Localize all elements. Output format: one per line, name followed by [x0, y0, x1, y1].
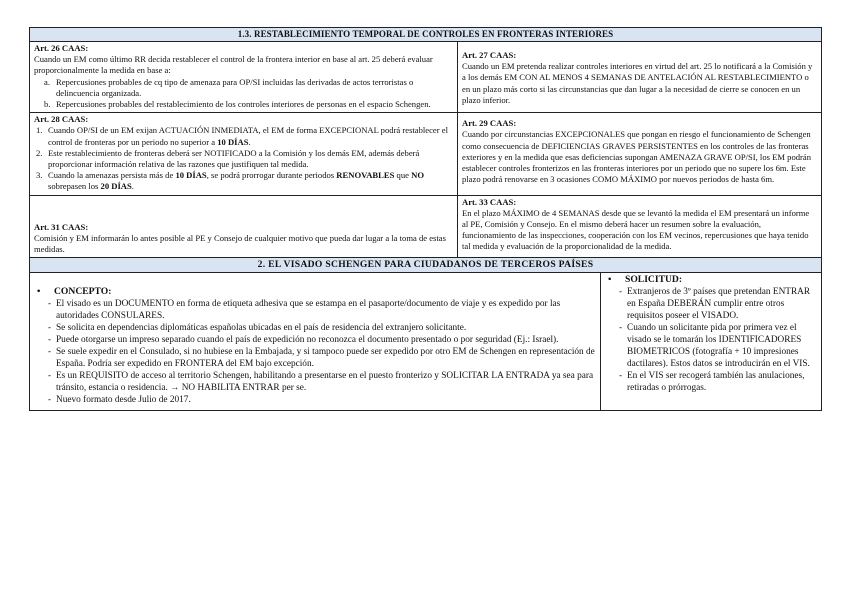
visado-table — [29, 257, 822, 411]
art31-cell — [30, 195, 458, 258]
art27-cell — [458, 42, 822, 113]
list-item: - En el VIS ser recogerá también las anulaciones, retiradas o prórrogas. — [619, 371, 805, 394]
concepto-list — [34, 298, 596, 406]
art28-heading: Art. 28 CAAS: — [34, 114, 89, 125]
solicitud-heading: • SOLICITUD: — [608, 274, 683, 286]
art29-text: Cuando por circunstancias EXCEPCIONALES que pongan en riesgo el funcionamiento de Schengen como consecuencia de DEFICIENCIAS GRAVES PERSISTENTES en los controles de las fronteras exteriores y en la medida que esas deficiencias supongan AMENAZA GRAVE OP/SI, los EM podrán establecer controles fronterizos en las fronteras interiores por un periodo que no supere los 6m. Este plazo podrá renovarse en 3 ocasiones COMO MÁXIMO por nuevos periodos de hasta 6m. — [462, 129, 812, 185]
art29-cell — [458, 113, 822, 195]
section-1-title: 1.3. RESTABLECIMIENTO TEMPORAL DE CONTROLES EN FRONTERAS INTERIORES — [30, 28, 822, 42]
list-item: b. Repercusiones probables del restablecimiento de los controles interiores de personas en el espacio Schengen. — [44, 99, 431, 110]
art33-heading: Art. 33 CAAS: — [462, 196, 517, 207]
solicitud-list — [605, 286, 817, 394]
art26-list — [34, 77, 453, 111]
solicitud-cell — [601, 273, 822, 411]
art27-heading: Art. 27 CAAS: — [462, 50, 517, 60]
list-item: 3. Cuando la amenazas persista más de 10 DÍAS, se podrá prorrogar durante periodos RENOVABLES que NO sobrepasen los 20 DÍAS. — [36, 170, 425, 192]
art26-intro: Cuando un EM como último RR decida restablecer el control de la frontera interior en base al art. 25 deberá evaluar proporcionalmente la medida en base a: — [34, 54, 433, 76]
list-item: - El visado es un DOCUMENTO en forma de etiqueta adhesiva que se estampa en el pasaporte/documento de viaje y es expedido por las autoridades CONSULARES. — [48, 299, 561, 322]
list-item: - Se suele expedir en el Consulado, si no hubiese en la Embajada, y si tampoco puede ser expedido por otro EM de Schengen en representación de España. Podría ser expedido en FRONTERA del EM bajo excepción. — [48, 347, 595, 370]
section-2-title: 2. EL VISADO SCHENGEN PARA CIUDADANOS DE TERCEROS PAÍSES — [30, 258, 822, 273]
art28-cell — [30, 113, 458, 195]
concepto-heading: • CONCEPTO: — [37, 286, 112, 298]
list-item: 2. Este restablecimiento de fronteras deberá ser NOTIFICADO a la Comisión y los demás EM, además deberá proporcionar información relativa de las razones que justifiquen tal medida. — [36, 147, 420, 170]
art33-text: En el plazo MÁXIMO de 4 SEMANAS desde que se levantó la medida el EM presentará un informe al PE, Comisión y Consejo. En el mismo deberá hacer un resumen sobre la evaluación, funcionamiento de las inspecciones, cooperación con los EM vecinos, repercusiones que haya tenido tal medida y evaluación de la proporcionalidad de la medida. — [462, 207, 810, 252]
art31-text: Comisión y EM informarán lo antes posible al PE y Consejo de cualquier motivo que pueda dar lugar a la toma de estas medidas. — [34, 232, 446, 255]
art26-heading: Art. 26 CAAS: — [34, 43, 89, 53]
art26-cell — [30, 42, 458, 113]
list-item: - Se solicita en dependencias diplomáticas españolas ubicadas en el país de residencia del extranjero solicitante. — [48, 323, 467, 334]
document-page — [29, 27, 821, 411]
list-item: - Puede otorgarse un impreso separado cuando el país de expedición no reconozca el documento presentado o por seguridad (Ej.: Israel). — [48, 335, 559, 346]
concepto-cell — [30, 273, 601, 411]
art33-cell — [458, 195, 822, 258]
list-item: a. Repercusiones probables de cq tipo de amenaza para OP/SI incluidas las derivadas de actos terroristas o delincuencia organizada. — [44, 76, 414, 98]
art29-heading: Art. 29 CAAS: — [462, 118, 517, 129]
schengen-table — [29, 27, 822, 258]
list-item: - Es un REQUISITO de acceso al territorio Schengen, habilitando a presentarse en el puesto fronterizo y SOLICITAR LA ENTRADA ya sea para tránsito, estancia o residencia. → NO HABILITA ENTRAR per se. — [48, 371, 594, 394]
art28-list — [34, 125, 453, 192]
list-item: - Extranjeros de 3º países que pretendan ENTRAR en España DEBERÁN cumplir entre otros requisitos poseer el VISADO. — [619, 287, 811, 322]
list-item: - Cuando un solicitante pida por primera vez el visado se le tomarán los IDENTIFICADORES BIOMETRICOS (fotografía + 10 impresiones dactilares). Estos datos se introducirán en el VIS. — [619, 323, 810, 370]
list-item: - Nuevo formato desde Julio de 2017. — [48, 395, 191, 406]
art27-text: Cuando un EM pretenda realizar controles interiores en virtud del art. 25 lo notificará a la Comisión y a los demás EM CON AL MENOS 4 SEMANAS DE ANTELACIÓN AL RESTABLECIMIENTO o en un plazo más corto si las circunstancias que dan lugar a la necesidad de cierre se conocen en un plazo inferior. — [462, 61, 813, 105]
list-item: 1. Cuando OP/SI de un EM exijan ACTUACIÓN INMEDIATA, el EM de forma EXCEPCIONAL podrá restablecer el control de fronteras por un periodo no superior a 10 DÍAS. — [36, 125, 448, 147]
art31-heading: Art. 31 CAAS: — [34, 221, 89, 232]
